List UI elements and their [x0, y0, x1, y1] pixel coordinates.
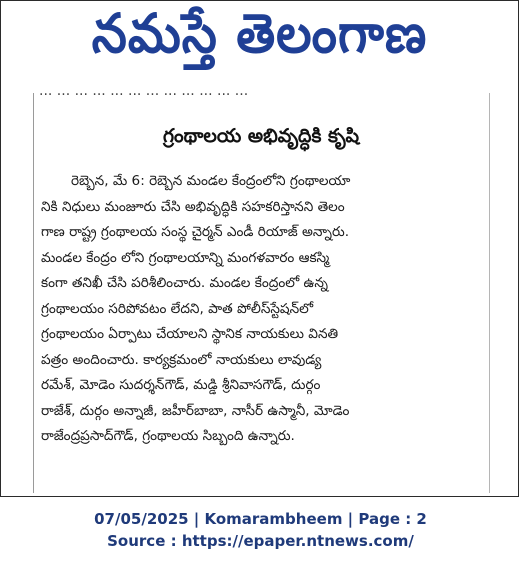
article-line: రమేశ్, మోడెం సుదర్శన్‌గౌడ్, మడ్డి శ్రీనివాసగౌడ్, దుర్గం — [41, 377, 321, 393]
clipping-footer — [0, 508, 521, 552]
article-headline-box — [41, 117, 481, 159]
article-line: రాజేంద్రప్రసాద్‌గౌడ్, గ్రంథాలయ సిబ్బంది ఉన్నారు. — [41, 428, 295, 444]
column-rule-right — [489, 93, 490, 493]
article-line: గాణ రాష్ట్ర గ్రంథాలయ సంస్థ చైర్మన్ ఎండీ రియాజ్ అన్నారు. — [41, 224, 350, 240]
article-line: రాజేశ్, దుర్గం అన్నాజీ, జహీర్‌బాబా, నాసీర్ ఉస్మానీ, మోడెం — [41, 402, 350, 419]
article-body — [41, 169, 483, 450]
article-line: గ్రంథాలయం ఏర్పాటు చేయాలని స్థానిక నాయకులు వినతి — [41, 326, 339, 342]
article-line: పత్రం అందించారు. కార్యక్రమంలో నాయకులు లావుడ్య — [41, 351, 322, 368]
article-line: రెబ్బెన, మే 6: రెబ్బెన మండల కేంద్రంలోని గ్రంథాలయా — [71, 173, 351, 189]
article-line: గ్రంథాలయం సరిపోవటం లేదని, పాత పోలీస్‌స్టేషన్‌లో — [41, 300, 314, 317]
cut-off-previous-line: ... ... ... ... ... ... ... ... ... ... ... ... — [39, 89, 249, 99]
newspaper-logo: నమస్తే తెలంగాణ — [91, 1, 428, 65]
article-headline: గ్రంథాలయ అభివృద్ధికి కృషి — [162, 124, 360, 147]
article-line: కంగా తనిఖీ చేసి పరిశీలించారు. మండల కేంద్రంలో ఉన్న — [41, 275, 328, 291]
edition-info: 07/05/2025 | Komarambheem | Page : 2 — [94, 510, 427, 528]
article-line: మండల కేంద్రం లోని గ్రంథాలయాన్ని మంగళవారం ఆకస్మి — [41, 249, 330, 266]
source-link[interactable]: Source : https://epaper.ntnews.com/ — [107, 532, 414, 550]
column-rule-left — [33, 93, 34, 493]
masthead — [1, 1, 518, 79]
article-line: నికి నిధులు మంజూరు చేసి అభివృద్ధికి సహకరిస్తానని తెలం — [41, 198, 345, 215]
